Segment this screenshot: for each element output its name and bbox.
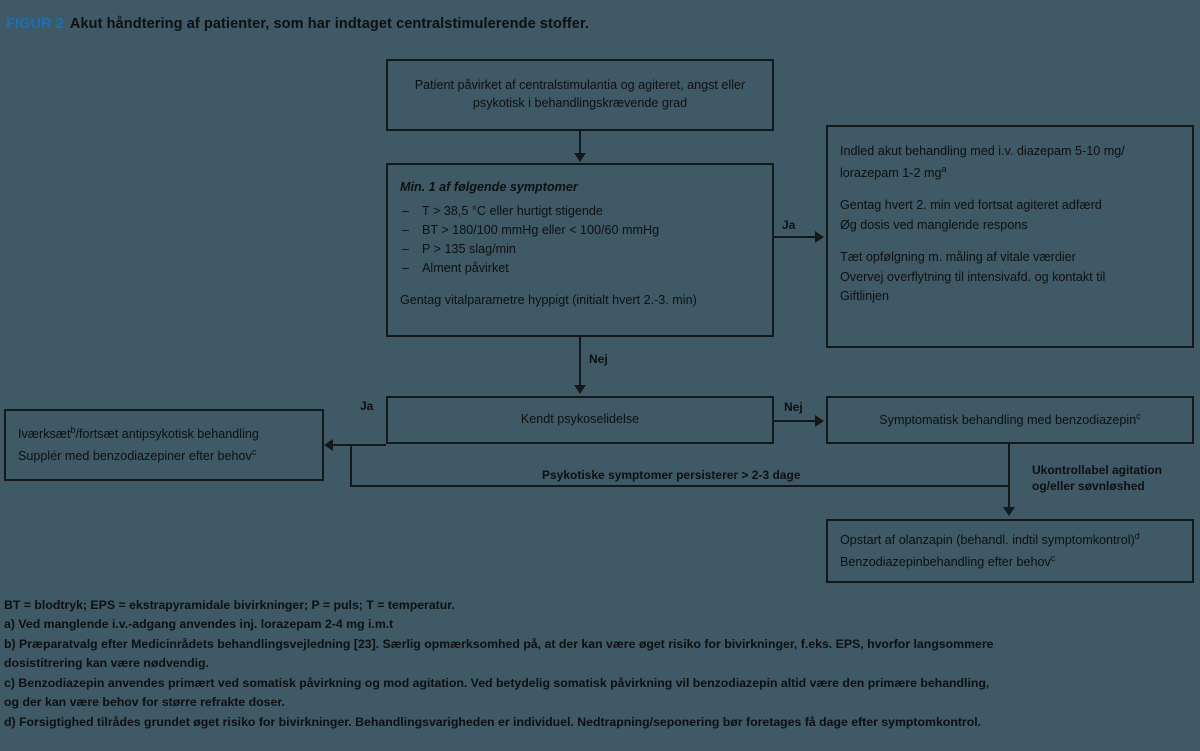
node-antipsychotic bbox=[4, 409, 324, 481]
node-acute-treatment bbox=[826, 125, 1194, 348]
node-olanzapine bbox=[826, 519, 1194, 583]
edge-label-nej-right: Nej bbox=[784, 400, 803, 414]
footnote-ref-d: d bbox=[1134, 530, 1140, 541]
arrow-psychosis-symptomatic bbox=[815, 415, 824, 427]
node-known-psychosis-text: Kendt psykoselidelse bbox=[520, 412, 640, 427]
footnote-c-line-1: c) Benzodiazepin anvendes primært ved somatisk påvirkning og mod agitation. Ved betydelig somatisk påvirkning vil benzodiazepin altid være den primære behandling, bbox=[4, 675, 990, 690]
arrow-psychosis-antipsychotic bbox=[324, 439, 333, 451]
footnote-c-line-2: og der kan være behov for større refrakte doser. bbox=[4, 695, 285, 710]
uncontrolled-line-2: og/eller søvnløshed bbox=[1032, 479, 1145, 494]
connector-symptoms-acute bbox=[774, 236, 816, 238]
arrow-symptomatic-olanzapine bbox=[1003, 507, 1015, 516]
symptomatic-text: Symptomatisk behandling med benzodiazepin$^c$ bbox=[879, 410, 1141, 428]
node-symptoms bbox=[386, 163, 774, 337]
connector-start-symptoms bbox=[579, 131, 581, 154]
antipsychotic-line-1: Iværksæt$^b$/fortsæt antipsykotisk behandling bbox=[18, 424, 259, 442]
connector-psychosis-symptomatic bbox=[774, 420, 816, 422]
footnote-abbrev: BT = blodtryk; EPS = ekstrapyramidale bivirkninger; P = puls; T = temperatur. bbox=[4, 598, 455, 612]
node-symptomatic bbox=[826, 396, 1194, 444]
figure-title: Akut håndtering af patienter, som har indtaget centralstimulerende stoffer. bbox=[69, 16, 590, 32]
footnote-ref-c: c bbox=[251, 447, 257, 457]
acute-line-1: Indled akut behandling med i.v. diazepam 5-10 mg/ bbox=[840, 144, 1125, 158]
footnote-ref-c: c bbox=[1136, 410, 1141, 421]
connector-symptoms-psychosis bbox=[579, 337, 581, 385]
edge-label-nej-mid: Nej bbox=[589, 352, 608, 366]
connector-persist-horizontal bbox=[350, 485, 1010, 487]
connector-persist-left-up bbox=[350, 444, 352, 487]
list-item: – T > 38,5 °C eller hurtigt stigende bbox=[400, 203, 760, 221]
edge-label-persist: Psykotiske symptomer persisterer > 2-3 dage bbox=[542, 468, 801, 482]
footnote-ref-b: b bbox=[70, 424, 76, 435]
list-item: – Alment påvirket bbox=[400, 260, 760, 278]
connector-psychosis-antipsychotic bbox=[333, 444, 386, 446]
acute-line-5: Tæt opfølgning m. måling af vitale værdier bbox=[840, 249, 1076, 264]
arrow-symptoms-acute bbox=[815, 231, 824, 243]
footnote-b-line-1: b) Præparatvalg efter Medicinrådets behandlingsvejledning [23]. Særlig opmærksomhed på, at der kan være øget risiko for bivirkninger, f.eks. EPS, hvorfor langsommere bbox=[4, 636, 994, 651]
node-symptoms-heading: Min. 1 af følgende symptomer bbox=[400, 180, 578, 194]
uncontrolled-line-1: Ukontrollabel agitation bbox=[1032, 463, 1163, 477]
acute-line-7: Giftlinjen bbox=[840, 289, 889, 304]
acute-line-6: Overvej overflytning til intensivafd. og kontakt til bbox=[840, 269, 1106, 284]
footnote-d: d) Forsigtighed tilrådes grundet øget risiko for bivirkninger. Behandlingsvarigheden er individuel. Nedtrapning/seponering bør foretages få dage efter symptomkontrol. bbox=[4, 714, 982, 729]
acute-line-2: lorazepam 1-2 $mg^a$ bbox=[840, 163, 947, 181]
list-item: – BT > 180/100 mmHg eller < 100/60 mmHg bbox=[400, 222, 760, 240]
edge-label-ja-left: Ja bbox=[360, 399, 374, 413]
footnote-ref-a: a bbox=[941, 163, 947, 174]
figure-number: FIGUR 2 bbox=[6, 16, 64, 32]
footnote-ref-c: c bbox=[1050, 553, 1056, 563]
connector-symptomatic-olanzapine bbox=[1008, 444, 1010, 508]
node-symptoms-footer: Gentag vitalparametre hyppigt (initialt hvert 2.-3. min) bbox=[400, 293, 697, 308]
footnotes bbox=[4, 596, 1194, 732]
olanzapine-line-2: Benzodiazepinbehandling efter behov$^c$ bbox=[840, 553, 1056, 570]
edge-label-ja-top: Ja bbox=[782, 218, 796, 232]
footnote-a: a) Ved manglende i.v.-adgang anvendes inj. lorazepam 2-4 mg i.m.t bbox=[4, 617, 394, 632]
arrow-start-symptoms bbox=[574, 153, 586, 162]
acute-line-4: Øg dosis ved manglende respons bbox=[840, 217, 1028, 232]
node-start-text: Patient påvirket af centralstimulantia og agiteret, angst eller psykotisk i behandlingskrævende grad bbox=[414, 78, 746, 110]
arrow-symptoms-psychosis bbox=[574, 385, 586, 394]
antipsychotic-line-2: Supplér med benzodiazepiner efter behov$^c$ bbox=[18, 447, 257, 464]
node-symptoms-list bbox=[400, 203, 760, 279]
list-item: – P > 135 slag/min bbox=[400, 241, 760, 259]
acute-line-3: Gentag hvert 2. min ved fortsat agiteret adfærd bbox=[840, 197, 1102, 212]
figure-header bbox=[6, 16, 589, 32]
node-known-psychosis bbox=[386, 396, 774, 444]
node-start bbox=[386, 59, 774, 131]
edge-label-uncontrolled bbox=[1032, 462, 1162, 494]
olanzapine-line-1: Opstart af olanzapin (behandl. indtil symptomkontrol)$^d$ bbox=[840, 530, 1140, 548]
footnote-b-line-2: dosistitrering kan være nødvendig. bbox=[4, 656, 209, 671]
